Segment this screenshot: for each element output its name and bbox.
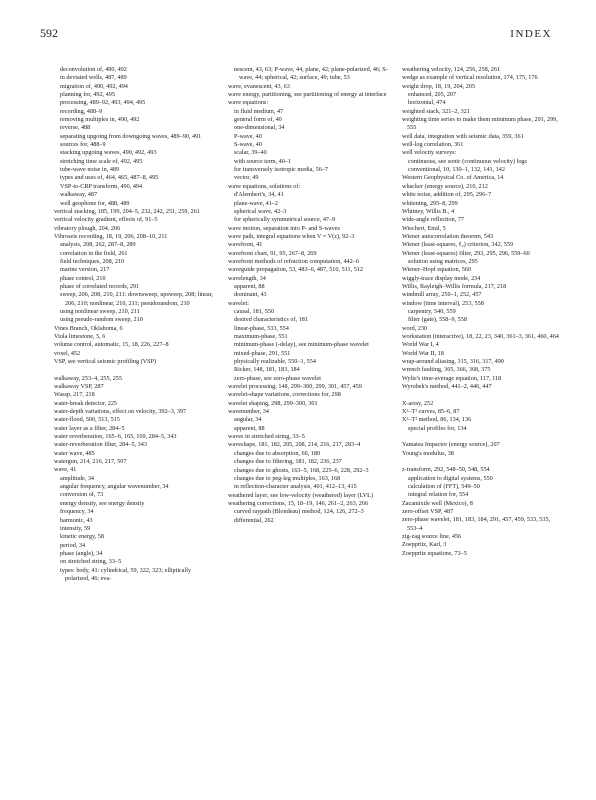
index-subentry: physically realizable, 550–1, 554 [234, 358, 316, 366]
index-entry: Wylie's time-average equation, 117, 118 [402, 374, 502, 382]
index-entry: Young's modulus, 38 [402, 449, 454, 457]
index-subentry: processing, 489–92, 493, 494, 495 [60, 99, 146, 107]
index-subentry: frequency, 34 [60, 508, 94, 516]
index-entry: X²–T² method, 86, 134, 136 [402, 416, 472, 424]
index-entry: vibratory plough, 204, 206 [54, 224, 121, 232]
index-subentry: intensity, 59 [60, 524, 91, 532]
index-entry: water-depth variations, effect on velocity, 392–3, 397 [54, 408, 187, 416]
index-entry: windmill array, 250–1, 252, 457 [402, 291, 482, 299]
index-subentry: maximum-phase, 551 [234, 333, 288, 340]
index-entry: wave path, integral equations when V = V(z), 92–3 [228, 232, 355, 240]
index-subentry: application to digital systems, 550 [408, 474, 493, 482]
index-subentry: reverse, 488 [60, 124, 91, 132]
index-subentry: using pseudo-random sweep, 210 [60, 316, 143, 324]
index-subentry: d'Alembert's, 34, 41 [234, 191, 284, 199]
index-entry: vertical velocity gradient, effects of, 91–5 [54, 216, 158, 224]
index-subentry: P-wave, 40 [234, 132, 262, 140]
index-subentry: vector, 49 [234, 174, 259, 182]
index-subentry: S-wave, 40 [234, 141, 262, 149]
index-subentry: conventional, 10, 130–1, 132, 141, 142 [408, 166, 505, 174]
index-entry: wave motion, separation into P- and S-waves [228, 224, 340, 232]
index-entry: wavelet processing, 148, 299–300, 299, 301, 457, 459 [228, 383, 362, 391]
index-entry: wavelet shaping, 298, 299–300, 301 [228, 399, 318, 407]
index-entry: walkaway, 253–4, 255, 255 [54, 374, 122, 382]
index-subentry: sources for, 488–9 [60, 141, 106, 149]
index-entry: wave, 41 [54, 466, 77, 474]
index-entry: Wiechert, Emil, 5 [402, 224, 446, 232]
index-subentry: apparent, 88 [234, 424, 265, 432]
index-column-2 [228, 66, 390, 525]
index-subentry: Ricker, 148, 181, 183, 184 [234, 366, 300, 374]
index-entry: X²–T² curves, 85–6, 87 [402, 408, 460, 416]
index-subentry: amplitude, 34 [60, 474, 95, 482]
index-subentry: causal, 181, 550 [234, 307, 275, 315]
index-subentry: phase (angle), 34 [60, 549, 103, 557]
index-entry: Zoeppritz, Karl, 3 [402, 541, 447, 549]
running-head: INDEX [510, 28, 552, 40]
index-entry: water-reverberation filter, 284–5, 343 [54, 441, 147, 449]
index-entry: waves in stretched string, 33–5 [228, 433, 305, 441]
index-entry: Wiener–Hopf equation, 560 [402, 266, 471, 274]
index-entry: wavelet: [228, 299, 249, 307]
index-subentry: on stretched string, 33–5 [60, 558, 122, 566]
index-entry: zero-phase wavelet, 181, 183, 184, 291, 457, 459, 533, 535, 553–4 [402, 516, 551, 532]
index-subentry: recording, 488–9 [60, 107, 103, 115]
index-entry: zig-zag source line, 456 [402, 533, 462, 541]
index-entry: wavelet-shape variations, corrections for, 298 [228, 391, 341, 399]
index-subentry: migration of, 490, 492, 494 [60, 82, 128, 90]
index-subentry: calculation of (FFT), 549–50 [408, 483, 480, 491]
index-entry: wave, evanescent, 43, 63 [228, 82, 290, 90]
index-column-3 [402, 66, 564, 558]
index-entry: waveguide propagation, 53, 483–6, 487, 510, 511, 512 [228, 266, 364, 274]
index-subentry: angular frequency, angular wavenumber, 34 [60, 483, 169, 491]
index-subentry: well geophone for, 488, 489 [60, 199, 130, 207]
index-subentry: walkaway, 487 [60, 191, 98, 199]
index-entry: window (time interval), 253, 558 [402, 299, 484, 307]
index-subentry: stretching time scale of, 492, 495 [60, 157, 143, 165]
index-subentry: angular, 34 [234, 416, 262, 424]
index-subentry: period, 34 [60, 541, 86, 549]
index-subentry: changes due to ghosts, 163–5, 168, 225–6, 228, 292–3 [234, 466, 369, 474]
index-entry: weighting time series to make them minimum phase, 291, 299, 555 [402, 116, 558, 132]
index-entry: Wassp, 217, 218 [54, 391, 95, 399]
index-subentry: linear-phase, 533, 554 [234, 324, 289, 332]
index-subentry: tube-wave noise in, 489 [60, 166, 120, 174]
index-subentry: nescent, 43, 63; P-wave, 44, plane, 42; plane-polarized, 46; S-wave, 44; spherical, 42; surface, 49; tube, 53 [234, 66, 388, 82]
index-subentry: in reflection-character analysis, 401, 412–13, 415 [234, 483, 357, 491]
index-entry: wide-angle reflection, 77 [402, 216, 465, 224]
index-entry: wavefront, 41 [228, 241, 263, 249]
index-subentry: sweep, 206, 208, 210, 211: downsweep, upsweep, 208; linear, 206, 210; nonlinear, 210, 211; pseudorandom, 210 [60, 291, 213, 307]
index-subentry: carpentry, 540, 559 [408, 307, 456, 315]
index-entry: weight drop, 18, 19, 204, 205 [402, 82, 476, 90]
index-entry: Viola limestone, 5, 6 [54, 333, 106, 340]
index-entry: vertical stacking, 185, 199, 204–5, 232, 242, 251, 259, 261 [54, 207, 200, 215]
index-entry: VSP, see vertical seismic profiling (VSP) [54, 358, 157, 366]
index-subentry: changes due to absorption, 60, 180 [234, 449, 321, 457]
index-entry: World War I, 4 [402, 341, 439, 349]
index-subentry: types and uses of, 464, 465, 487–8, 495 [60, 174, 159, 182]
index-entry: Vines Branch, Oklahoma, 6 [54, 324, 123, 332]
index-entry: X-array, 252 [402, 399, 434, 407]
index-entry: well data, integration with seismic data, 359, 361 [402, 132, 524, 140]
index-subentry: analysis, 208, 262, 287–8, 289 [60, 241, 136, 249]
index-subentry: spherical wave, 42–3 [234, 207, 287, 215]
index-entry: Zoeppritz equations, 73–5 [402, 549, 467, 557]
index-subentry: filter (gate), 558–9, 558 [408, 316, 467, 324]
index-entry: walkaway VSP, 287 [54, 383, 104, 391]
index-subentry: general form of, 40 [234, 116, 282, 124]
index-subentry: field techniques, 208, 210 [60, 257, 125, 265]
index-entry: white noise, addition of, 295, 296–7 [402, 191, 492, 199]
index-entry: volume control, automatic, 15, 18, 226, 227–8 [54, 341, 169, 349]
index-subentry: special profiles for, 134 [408, 424, 467, 432]
index-entry: weathering corrections, 15, 18–19, 146, 261–2, 263, 266 [228, 499, 369, 507]
index-entry: wrench faulting, 365, 366, 368, 375 [402, 366, 491, 374]
index-subentry: for spherically symmetrical source, 47–9 [234, 216, 336, 224]
index-entry: wave equations: [228, 99, 269, 107]
index-entry: word, 230 [402, 324, 428, 332]
index-subentry: separating upgoing from downgoing waves, 489–90, 491 [60, 132, 202, 140]
index-subentry: for transversely isotropic media, 56–7 [234, 166, 328, 174]
index-entry: water wave, 485 [54, 449, 95, 457]
index-subentry: phase of correlated records, 291 [60, 282, 140, 290]
index-entry: workstation (interactive), 18, 22, 23, 340, 361–3, 361, 460, 464 [402, 333, 559, 340]
index-entry: water-flood, 500, 513, 515 [54, 416, 120, 424]
index-entry: wave equations, solutions of: [228, 182, 301, 190]
index-subentry: enhanced, 205, 207 [408, 91, 457, 99]
index-subentry: kinetic energy, 58 [60, 533, 104, 541]
index-subentry: differential, 262 [234, 516, 274, 524]
index-subentry: energy density, see energy density [60, 499, 145, 507]
index-subentry: harmonic, 43 [60, 516, 93, 524]
index-subentry: changes due to filtering, 181, 182, 236, 237 [234, 458, 342, 466]
index-subentry: scalar, 39–40 [234, 149, 267, 157]
index-entry: Wiener (least-squares, ℓ₂) criterion, 342, 559 [402, 241, 514, 249]
index-subentry: conversion of, 73 [60, 491, 104, 499]
index-entry: weathered layer, see low-velocity (weathered) layer (LVL) [228, 491, 374, 499]
index-subentry: changes due to peg-leg multiples, 163, 168 [234, 474, 341, 482]
index-entry: well velocity surveys: [402, 149, 457, 157]
index-entry: wavefront chart, 91, 95, 267–8, 269 [228, 249, 317, 257]
index-entry: Wyrobek's method, 441–2, 446, 447 [402, 383, 492, 391]
index-subentry: deconvolution of, 490, 492 [60, 66, 127, 73]
index-entry: Willis, Rayleigh–Willis formula, 217, 218 [402, 282, 507, 290]
index-subentry: stacking upgoing waves, 490, 492, 493 [60, 149, 157, 157]
index-subentry: types: body, 41: cylindrical, 59, 322, 323; elliptically polarized, 46; eva- [60, 566, 192, 582]
index-entry: Whitney, Willis B., 4 [402, 207, 455, 215]
index-entry: zero-offset VSP, 487 [402, 508, 454, 516]
index-entry: Wiener (least-squares) filter, 293, 295, 296, 559–60 [402, 249, 530, 257]
index-subentry: VSP-to-CRP transform, 490, 494 [60, 182, 143, 190]
index-entry: z-transform, 292, 548–50, 548, 554 [402, 466, 490, 474]
index-subentry: minimum-phase (-delay), see minimum-phase wavelet [234, 341, 369, 349]
index-subentry: plane-wave, 41–2 [234, 199, 278, 207]
index-entry: well-log correlation, 361 [402, 141, 464, 149]
index-entry: weathering velocity, 124, 256, 258, 261 [402, 66, 501, 73]
index-entry: weighted stack, 321–2, 321 [402, 107, 470, 115]
index-entry: watergun, 214, 216, 217, 507 [54, 458, 127, 466]
index-entry: Yamatsu Impactor (energy source), 207 [402, 441, 500, 449]
index-entry: voxel, 452 [54, 349, 81, 357]
index-entry: wedge as example of vertical resolution, 174, 175, 176 [402, 74, 538, 82]
index-entry: waveshape, 181, 182, 205, 208, 214, 216, 217, 283–4 [228, 441, 361, 449]
index-entry: Vibroseis recording, 18, 19, 206, 208–10, 211 [54, 232, 168, 240]
index-subentry: mixed-phase, 291, 551 [234, 349, 291, 357]
index-entry: water layer as a filter, 284–5 [54, 424, 125, 432]
index-subentry: removing multiples in, 490, 492 [60, 116, 140, 124]
index-subentry: using nonlinear sweep, 210, 211 [60, 307, 140, 315]
index-entry: whacker (energy source), 210, 212 [402, 182, 488, 190]
index-subentry: phase control, 210 [60, 274, 106, 282]
index-subentry: correlation in the field, 261 [60, 249, 128, 257]
index-subentry: in deviated wells, 487, 489 [60, 74, 127, 82]
index-entry: water-break detector, 225 [54, 399, 118, 407]
index-columns [54, 66, 564, 786]
index-subentry: apparent, 88 [234, 282, 265, 290]
index-entry: wavenumber, 34 [228, 408, 269, 416]
index-entry: wavelength, 34 [228, 274, 266, 282]
index-entry: wave energy, partitioning, see partitioning of energy at interface [228, 91, 387, 99]
index-subentry: solution using matrices, 295 [408, 257, 478, 265]
index-entry: wavefront methods of refraction computation, 442–6 [228, 257, 359, 265]
index-entry: Western Geophysical Co. of America, 14 [402, 174, 504, 182]
index-subentry: zero-phase, see zero-phase wavelet [234, 374, 321, 382]
index-subentry: curved raypath (Blondeau) method, 124, 126, 272–3 [234, 508, 364, 516]
index-subentry: in fluid medium, 47 [234, 107, 284, 115]
index-entry: World War II, 18 [402, 349, 444, 357]
index-entry: wiggly-trace display mode, 234 [402, 274, 481, 282]
index-entry: Zacamixtle well (Mexico), 8 [402, 499, 473, 507]
index-subentry: dominant, 43 [234, 291, 267, 299]
index-subentry: marine version, 217 [60, 266, 110, 274]
index-subentry: one-dimensional, 34 [234, 124, 285, 132]
index-subentry: integral relation for, 554 [408, 491, 469, 499]
index-column-1 [54, 66, 216, 583]
index-subentry: with source term, 40–1 [234, 157, 292, 165]
index-subentry: desired characteristics of, 181 [234, 316, 308, 324]
index-entry: water reverberation, 165–6, 165, 169, 284–5, 343 [54, 433, 177, 441]
index-entry: wrap-around aliasing, 315, 316, 317, 490 [402, 358, 504, 366]
index-entry: Wiener autocorrelation theorem, 543 [402, 232, 494, 240]
index-subentry: horizontal, 474 [408, 99, 446, 107]
page-number: 592 [40, 26, 58, 40]
index-subentry: continuous, see sonic (continuous velocity) logs [408, 157, 527, 165]
index-subentry: planning for, 492, 495 [60, 91, 115, 99]
index-entry: whitening, 295–8, 299 [402, 199, 458, 207]
